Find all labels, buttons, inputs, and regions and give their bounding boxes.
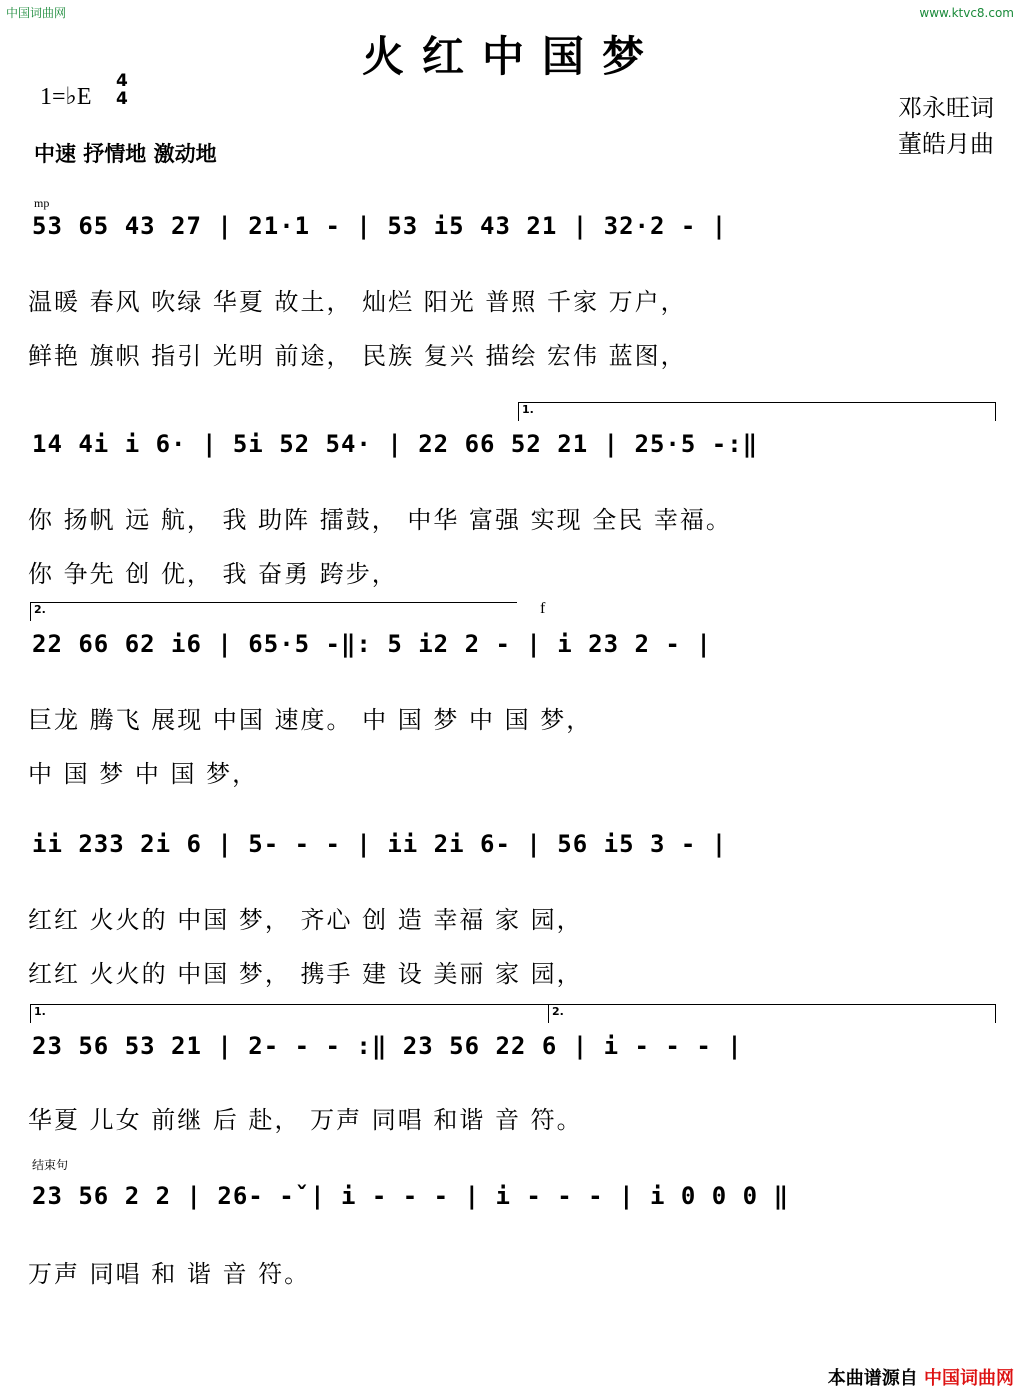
notation-row-5: 23 56 53 21 | 2- - - :‖ 23 56 22 6 | i - - - | [32,1032,743,1060]
notation-row-3: 22 66 62 i6 | 65·5 -‖: 5 i2 2 - | i 23 2 - | [32,630,712,658]
lyrics-row-6: 万声 同唱 和 谐 音 符。 [28,1260,311,1288]
volta-label-row5-2: 2. [552,1005,564,1018]
volta-label-2: 2. [34,603,46,616]
lyrics-row-2-verse-2: 你 争先 创 优， 我 奋勇 跨步， [28,560,398,588]
footer-prefix: 本曲谱源自 [827,1368,918,1389]
ending-label: 结束句 [32,1158,69,1172]
time-signature [116,72,128,108]
watermark-right: www.ktvc8.com [919,6,1014,20]
notation-row-1: 53 65 43 27 | 21·1 - | 53 i5 43 21 | 32·2 - | [32,212,728,240]
lyrics-row-4-verse-1: 红红 火火的 中国 梦， 齐心 创 造 幸福 家 园， [28,906,583,934]
volta-label-1: 1. [522,403,534,416]
volta-bracket-row5-2 [548,1004,996,1023]
notation-row-6: 23 56 2 2 | 26- -ˇ| i - - - | i - - - | i 0 0 0 ‖ [32,1182,790,1210]
song-title: 火红中国梦 [361,32,662,81]
lyrics-row-1-verse-1: 温暖 春风 吹绿 华夏 故土， 灿烂 阳光 普照 千家 万户， [28,288,687,316]
lyricist-credit: 邓永旺词 [898,94,994,122]
time-bottom: 4 [116,89,128,109]
lyrics-row-3-verse-1: 巨龙 腾飞 展现 中国 速度。 中 国 梦 中 国 梦， [28,706,593,734]
lyrics-row-4-verse-2: 红红 火火的 中国 梦， 携手 建 设 美丽 家 园， [28,960,583,988]
lyrics-row-1-verse-2: 鲜艳 旗帜 指引 光明 前途， 民族 复兴 描绘 宏伟 蓝图， [28,342,687,370]
time-top: 4 [116,71,128,91]
volta-label-row5-1: 1. [34,1005,46,1018]
notation-row-4: ii 233 2i 6 | 5- - - | ii 2i 6- | 56 i5 3 - | [32,830,728,858]
key-signature: 1=♭E [40,84,92,110]
source-footer [828,1364,1014,1390]
composer-credit: 董皓月曲 [898,130,994,158]
tempo-marking: 中速 抒情地 激动地 [34,142,217,166]
dynamic-f: f [540,600,546,617]
lyrics-row-5: 华夏 儿女 前继 后 赴， 万声 同唱 和谐 音 符。 [28,1106,583,1134]
notation-row-2: 14 4i i 6· | 5i 52 54· | 22 66 52 21 | 25·5 -:‖ [32,430,759,458]
lyrics-row-2-verse-1: 你 扬帆 远 航， 我 助阵 擂鼓， 中华 富强 实现 全民 幸福。 [28,506,732,534]
lyrics-row-3-verse-2: 中 国 梦 中 国 梦， [28,760,259,788]
dynamic-mp: mp [34,196,50,210]
volta-bracket-2 [30,602,517,621]
volta-bracket-row5-1 [30,1004,549,1023]
volta-bracket-1 [518,402,996,421]
watermark-left: 中国词曲网 [6,6,67,20]
footer-site: 中国词曲网 [924,1368,1014,1389]
